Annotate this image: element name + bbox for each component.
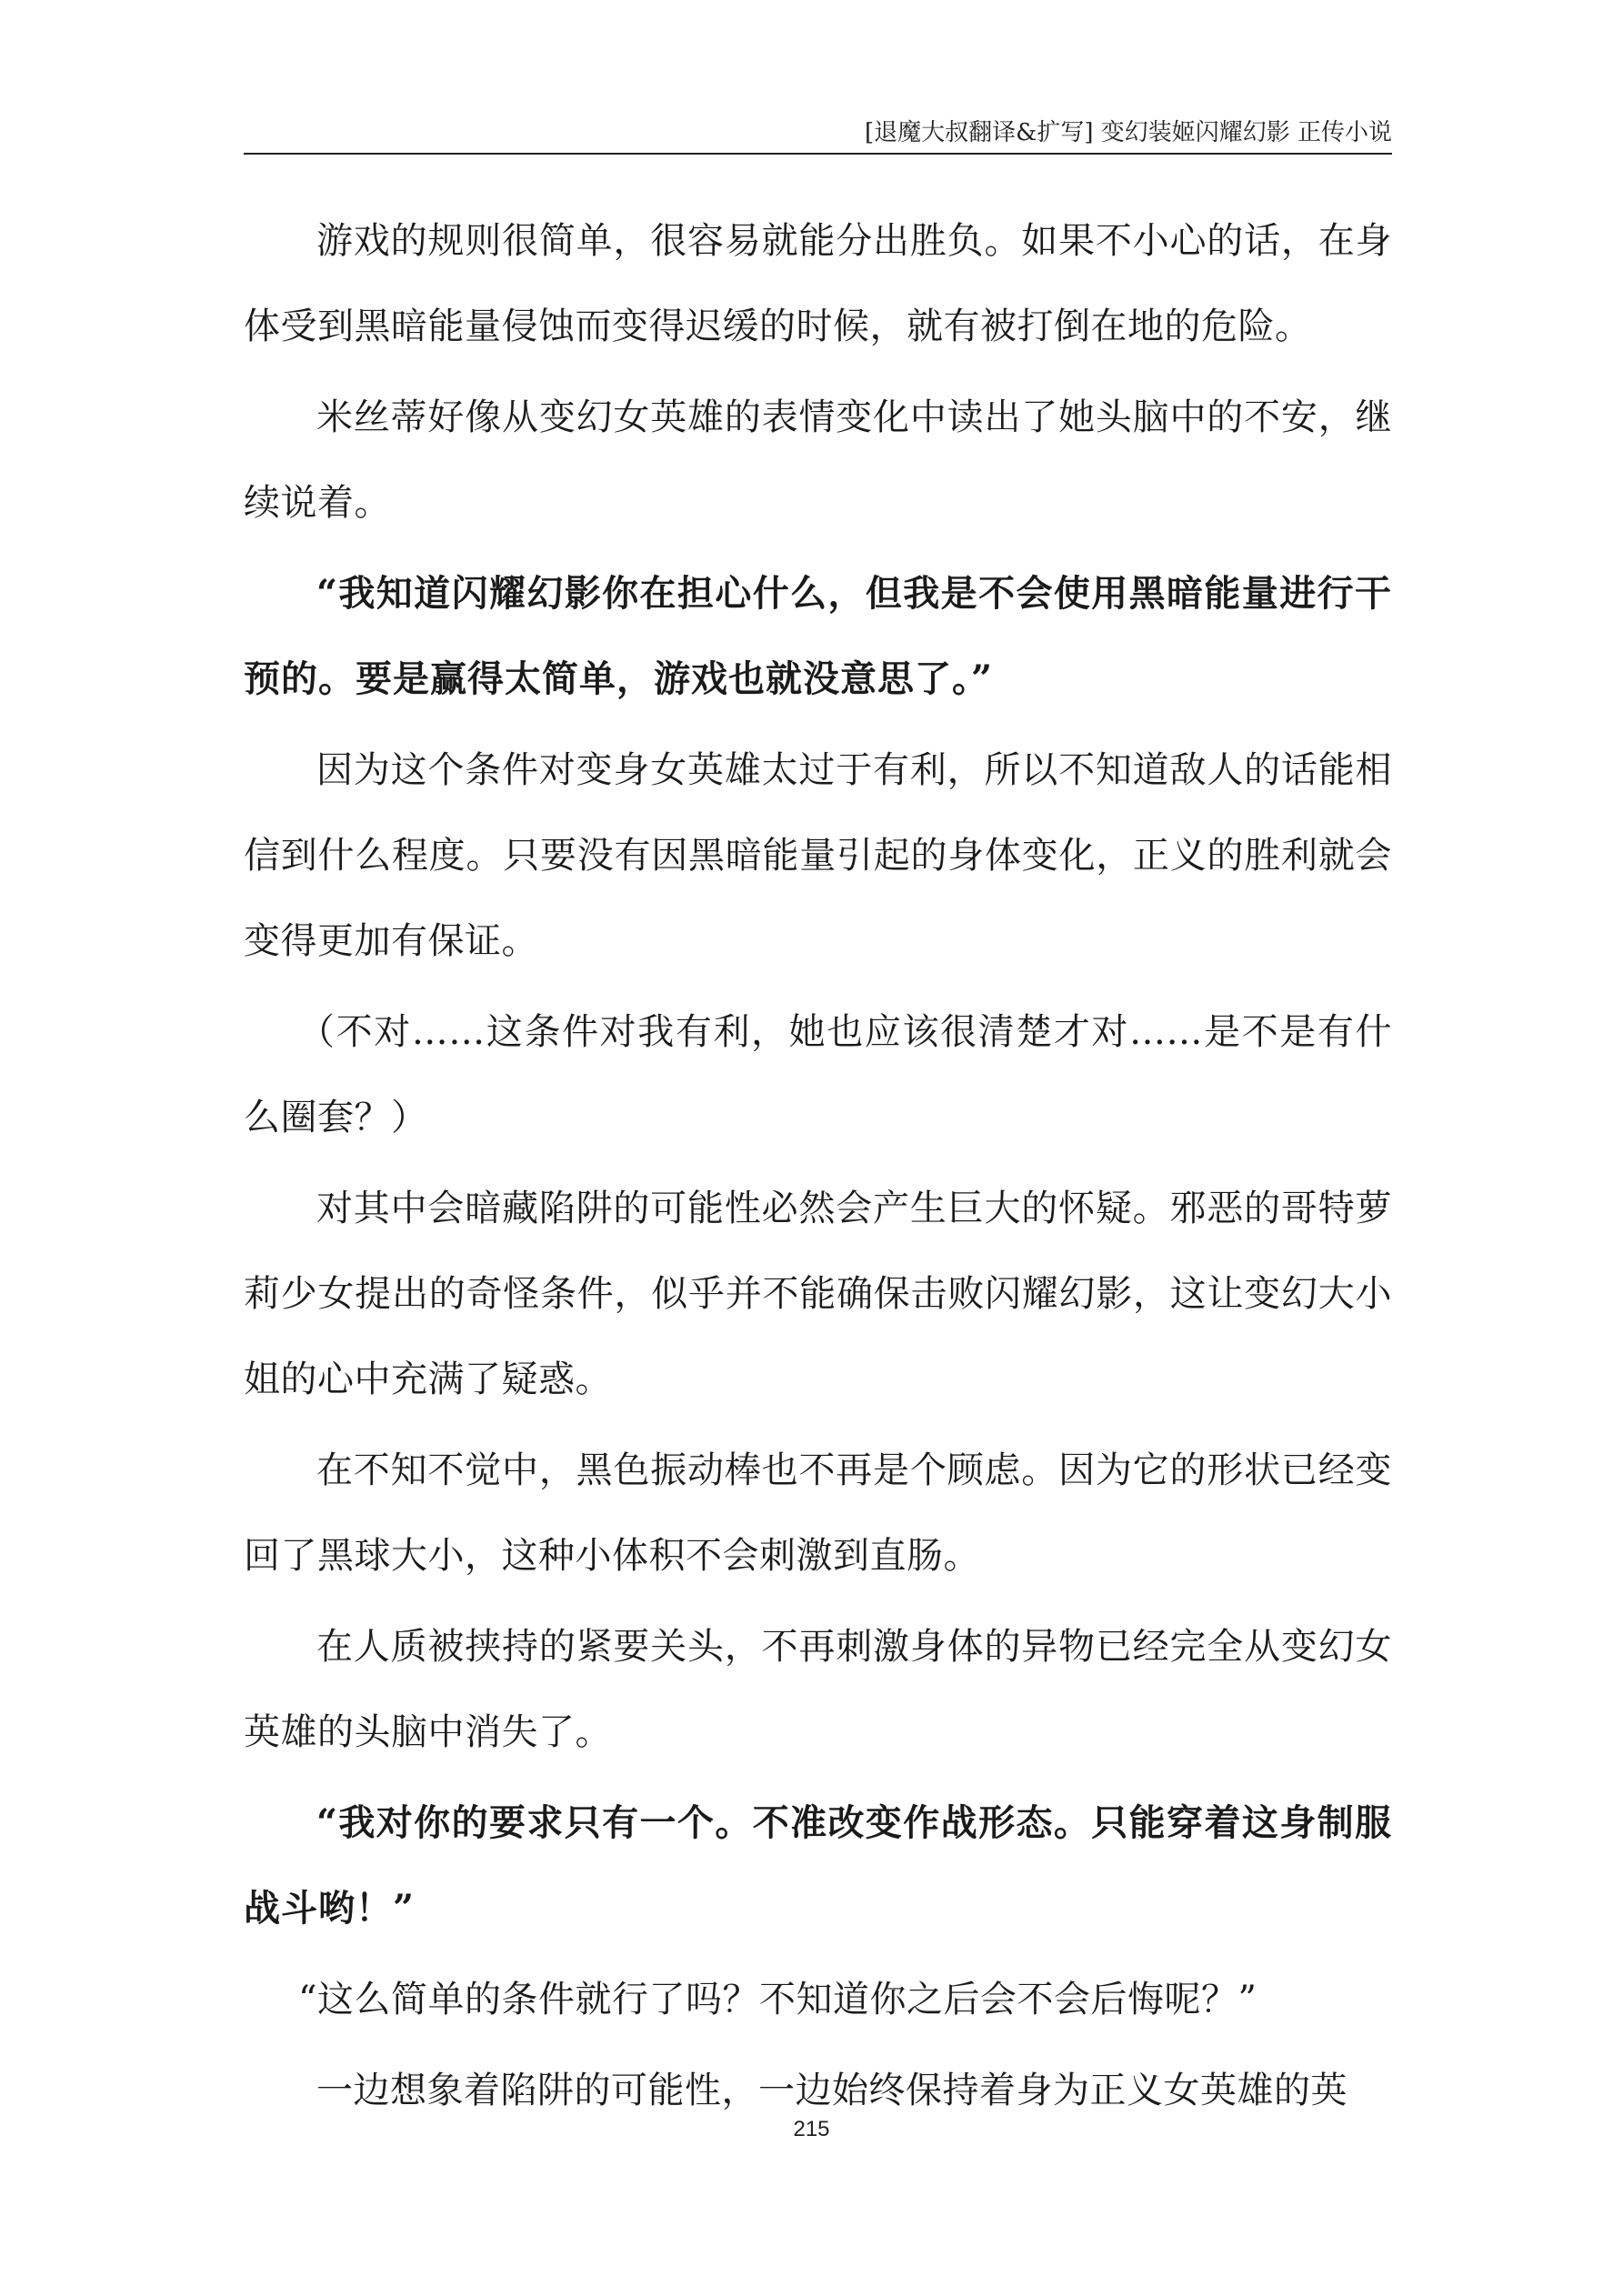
paragraph-9-dialog: “我对你的要求只有一个。不准改变作战形态。只能穿着这身制服战斗哟！” — [244, 1801, 1392, 1930]
paragraph-2: 米丝蒂好像从变幻女英雄的表情变化中读出了她头脑中的不安，继续说着。 — [244, 396, 1392, 524]
running-header: [退魔大叔翻译&扩写] 变幻装姬闪耀幻影 正传小说 — [865, 119, 1392, 146]
paragraph-8: 在人质被挟持的紧要关头，不再刺激身体的异物已经完全从变幻女英雄的头脑中消失了。 — [244, 1626, 1392, 1753]
paragraph-3-dialog: “我知道闪耀幻影你在担心什么，但我是不会使用黑暗能量进行干预的。要是赢得太简单，游戏也就没意思了。” — [244, 572, 1392, 700]
body-text — [244, 198, 1392, 2139]
paragraph-4: 因为这个条件对变身女英雄太过于有利，所以不知道敌人的话能相信到什么程度。只要没有因黑暗能量引起的身体变化，正义的胜利就会变得更加有保证。 — [244, 749, 1392, 962]
paragraph-11: 一边想象着陷阱的可能性，一边始终保持着身为正义女英雄的英 — [316, 2070, 1347, 2111]
page-number: 215 — [793, 2117, 830, 2141]
paragraph-10-dialog: “这么简单的条件就行了吗？不知道你之后会不会后悔呢？” — [298, 1979, 1257, 2020]
paragraph-7: 在不知不觉中，黑色振动棒也不再是个顾虑。因为它的形状已经变回了黑球大小，这种小体积不会刺激到直肠。 — [244, 1449, 1392, 1577]
paragraph-1: 游戏的规则很简单，很容易就能分出胜负。如果不小心的话，在身体受到黑暗能量侵蚀而变得迟缓的时候，就有被打倒在地的危险。 — [244, 220, 1392, 347]
header-divider — [244, 153, 1392, 155]
paragraph-6: 对其中会暗藏陷阱的可能性必然会产生巨大的怀疑。邪恶的哥特萝莉少女提出的奇怪条件，似乎并不能确保击败闪耀幻影，这让变幻大小姐的心中充满了疑惑。 — [244, 1188, 1392, 1400]
paragraph-5-thought: （不对……这条件对我有利，她也应该很清楚才对……是不是有什么圈套？） — [244, 1011, 1392, 1138]
